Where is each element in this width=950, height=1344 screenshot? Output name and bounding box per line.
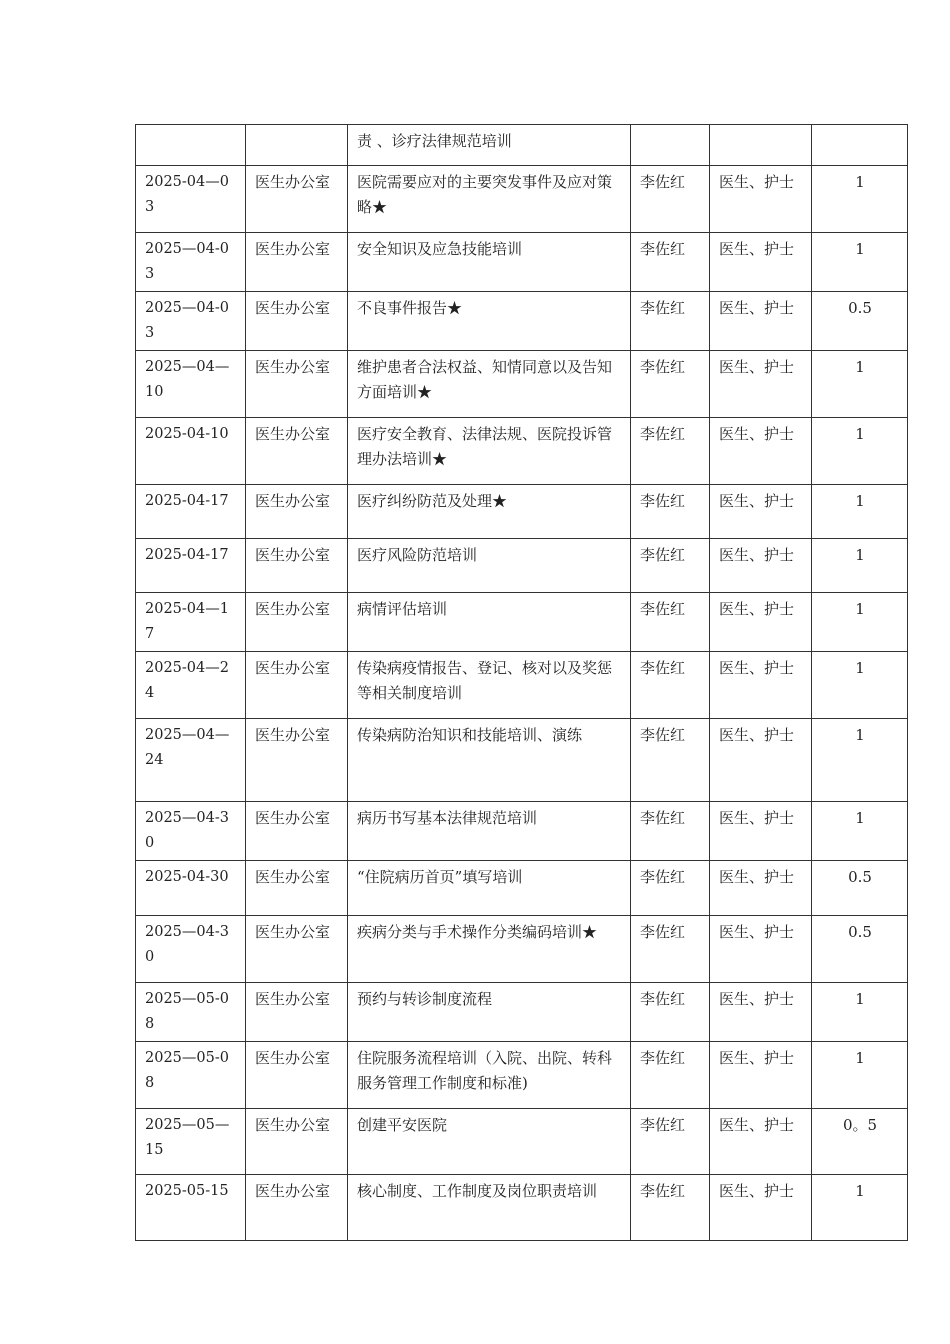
table-row: [136, 233, 908, 292]
table-row: [136, 351, 908, 418]
cell-audience: 医生、护士: [710, 719, 812, 802]
cell-location: 医生办公室: [246, 983, 348, 1042]
cell-speaker: 李佐红: [631, 418, 710, 485]
cell-audience: 医生、护士: [710, 418, 812, 485]
cell-speaker: 李佐红: [631, 1109, 710, 1175]
cell-location: [246, 125, 348, 166]
cell-hours: 1: [812, 233, 908, 292]
cell-topic: 安全知识及应急技能培训: [348, 233, 631, 292]
cell-hours: 1: [812, 1175, 908, 1241]
table-row: [136, 166, 908, 233]
cell-topic: 医疗安全教育、法律法规、医院投诉管理办法培训★: [348, 418, 631, 485]
table-row: [136, 861, 908, 916]
cell-speaker: 李佐红: [631, 593, 710, 652]
table-row: [136, 593, 908, 652]
cell-location: 医生办公室: [246, 593, 348, 652]
cell-topic: 医疗纠纷防范及处理★: [348, 485, 631, 539]
cell-audience: 医生、护士: [710, 861, 812, 916]
cell-topic: 预约与转诊制度流程: [348, 983, 631, 1042]
cell-speaker: 李佐红: [631, 485, 710, 539]
cell-date: 2025—04-03: [136, 233, 246, 292]
cell-location: 医生办公室: [246, 418, 348, 485]
cell-audience: 医生、护士: [710, 233, 812, 292]
cell-speaker: 李佐红: [631, 166, 710, 233]
cell-hours: 1: [812, 485, 908, 539]
cell-hours: 0。5: [812, 1109, 908, 1175]
cell-hours: 1: [812, 539, 908, 593]
cell-audience: 医生、护士: [710, 1109, 812, 1175]
cell-topic: 病历书写基本法律规范培训: [348, 802, 631, 861]
cell-date: 2025-04-17: [136, 539, 246, 593]
cell-location: 医生办公室: [246, 1109, 348, 1175]
table-row: [136, 916, 908, 983]
cell-location: 医生办公室: [246, 166, 348, 233]
cell-date: 2025—04—10: [136, 351, 246, 418]
cell-topic: 核心制度、工作制度及岗位职责培训: [348, 1175, 631, 1241]
cell-audience: 医生、护士: [710, 593, 812, 652]
cell-hours: 1: [812, 983, 908, 1042]
cell-location: 医生办公室: [246, 485, 348, 539]
cell-speaker: 李佐红: [631, 719, 710, 802]
cell-date: 2025-04-10: [136, 418, 246, 485]
table-row: [136, 652, 908, 719]
cell-hours: 0.5: [812, 861, 908, 916]
cell-speaker: 李佐红: [631, 916, 710, 983]
cell-date: [136, 125, 246, 166]
training-schedule-table: [135, 124, 908, 1241]
cell-hours: 1: [812, 351, 908, 418]
cell-date: 2025-04—03: [136, 166, 246, 233]
cell-location: 医生办公室: [246, 292, 348, 351]
cell-speaker: 李佐红: [631, 539, 710, 593]
table-row: [136, 1175, 908, 1241]
cell-location: 医生办公室: [246, 1175, 348, 1241]
cell-audience: 医生、护士: [710, 351, 812, 418]
cell-location: 医生办公室: [246, 1042, 348, 1109]
cell-topic: “住院病历首页”填写培训: [348, 861, 631, 916]
cell-audience: 医生、护士: [710, 983, 812, 1042]
cell-audience: 医生、护士: [710, 802, 812, 861]
cell-date: 2025—05-08: [136, 983, 246, 1042]
cell-topic: 医院需要应对的主要突发事件及应对策略★: [348, 166, 631, 233]
cell-location: 医生办公室: [246, 861, 348, 916]
cell-audience: 医生、护士: [710, 652, 812, 719]
table-row: [136, 125, 908, 166]
cell-hours: 1: [812, 652, 908, 719]
cell-date: 2025—04-03: [136, 292, 246, 351]
cell-hours: 0.5: [812, 292, 908, 351]
cell-audience: 医生、护士: [710, 1175, 812, 1241]
table-body: [136, 125, 908, 1241]
cell-location: 医生办公室: [246, 719, 348, 802]
table-row: [136, 802, 908, 861]
table-row: [136, 1042, 908, 1109]
cell-topic: 维护患者合法权益、知情同意以及告知方面培训★: [348, 351, 631, 418]
cell-date: 2025-04-17: [136, 485, 246, 539]
cell-topic: 住院服务流程培训（入院、出院、转科服务管理工作制度和标准): [348, 1042, 631, 1109]
cell-location: 医生办公室: [246, 539, 348, 593]
cell-speaker: 李佐红: [631, 802, 710, 861]
cell-audience: [710, 125, 812, 166]
cell-topic: 传染病防治知识和技能培训、演练: [348, 719, 631, 802]
table-row: [136, 485, 908, 539]
cell-speaker: [631, 125, 710, 166]
cell-date: 2025—04-30: [136, 802, 246, 861]
cell-hours: 1: [812, 593, 908, 652]
table-row: [136, 418, 908, 485]
table-row: [136, 539, 908, 593]
cell-date: 2025-04-30: [136, 861, 246, 916]
cell-speaker: 李佐红: [631, 861, 710, 916]
cell-location: 医生办公室: [246, 802, 348, 861]
cell-hours: 1: [812, 719, 908, 802]
cell-speaker: 李佐红: [631, 1042, 710, 1109]
cell-location: 医生办公室: [246, 351, 348, 418]
cell-topic: 医疗风险防范培训: [348, 539, 631, 593]
cell-hours: 1: [812, 418, 908, 485]
cell-audience: 医生、护士: [710, 916, 812, 983]
table-row: [136, 292, 908, 351]
cell-audience: 医生、护士: [710, 485, 812, 539]
cell-hours: 1: [812, 1042, 908, 1109]
cell-topic: 不良事件报告★: [348, 292, 631, 351]
cell-hours: 1: [812, 166, 908, 233]
table-row: [136, 983, 908, 1042]
cell-speaker: 李佐红: [631, 233, 710, 292]
cell-speaker: 李佐红: [631, 351, 710, 418]
cell-hours: 0.5: [812, 916, 908, 983]
cell-audience: 医生、护士: [710, 166, 812, 233]
cell-audience: 医生、护士: [710, 292, 812, 351]
cell-location: 医生办公室: [246, 916, 348, 983]
cell-speaker: 李佐红: [631, 292, 710, 351]
cell-date: 2025-05-15: [136, 1175, 246, 1241]
cell-speaker: 李佐红: [631, 983, 710, 1042]
cell-date: 2025—04-30: [136, 916, 246, 983]
table-row: [136, 719, 908, 802]
cell-topic: 责 、诊疗法律规范培训: [348, 125, 631, 166]
cell-audience: 医生、护士: [710, 1042, 812, 1109]
cell-date: 2025—05-08: [136, 1042, 246, 1109]
cell-date: 2025—04—24: [136, 719, 246, 802]
cell-topic: 传染病疫情报告、登记、核对以及奖惩等相关制度培训: [348, 652, 631, 719]
cell-audience: 医生、护士: [710, 539, 812, 593]
cell-date: 2025-04—24: [136, 652, 246, 719]
cell-location: 医生办公室: [246, 233, 348, 292]
cell-speaker: 李佐红: [631, 1175, 710, 1241]
cell-hours: [812, 125, 908, 166]
cell-topic: 创建平安医院: [348, 1109, 631, 1175]
cell-hours: 1: [812, 802, 908, 861]
cell-topic: 疾病分类与手术操作分类编码培训★: [348, 916, 631, 983]
table-row: [136, 1109, 908, 1175]
cell-speaker: 李佐红: [631, 652, 710, 719]
cell-date: 2025-04—17: [136, 593, 246, 652]
cell-date: 2025—05—15: [136, 1109, 246, 1175]
cell-location: 医生办公室: [246, 652, 348, 719]
cell-topic: 病情评估培训: [348, 593, 631, 652]
